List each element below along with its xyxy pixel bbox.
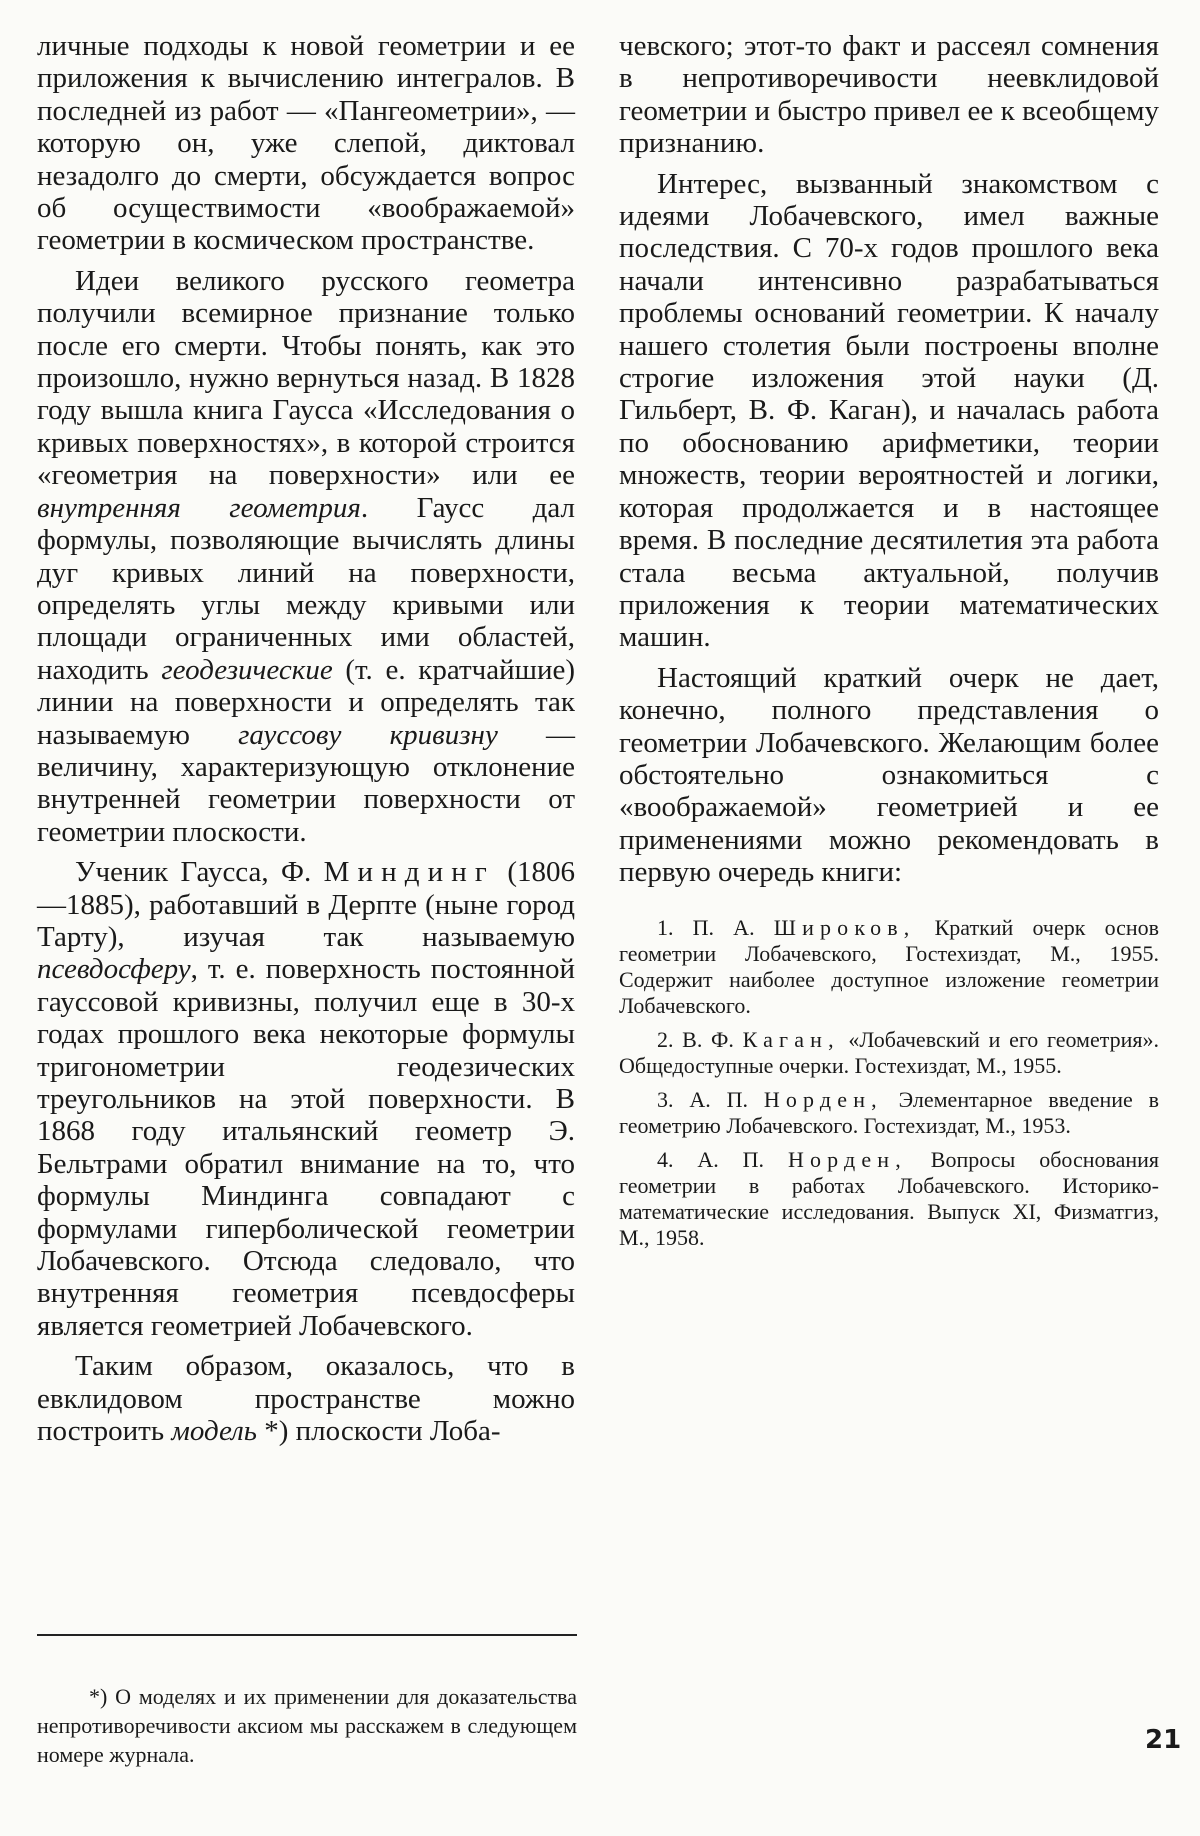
page-number: 21 xyxy=(1145,1725,1182,1755)
name-minding: Миндинг xyxy=(323,856,495,889)
term-geodesic: геодезические xyxy=(161,653,333,686)
paragraph-pangeometry: личные подходы к новой геометрии и ее приложения к вычислению интегралов. В последней из работ — «Пангеометрии», — которую он, уже слепой, диктовал незадолго до смерти, обсуждается вопрос об осуществимости «воображаемой» геометрии в космическом пространстве. xyxy=(37,30,575,257)
paragraph-model: Таким образом, оказалось, что в евклидовом пространстве можно построить модель *) плоскости Лоба- xyxy=(37,1350,575,1448)
left-column xyxy=(37,30,575,1447)
term-gaussian-curvature: гауссову кривизну xyxy=(238,718,498,751)
reference-item: 4. А. П. Норден, Вопросы обоснования геометрии в работах Лобачевского. Историко-математические исследования. Выпуск XI, Физматгиз, М., 1958. xyxy=(619,1146,1160,1250)
footnote: *) О моделях и их применении для доказательства непротиворечивости аксиом мы расскажем в следующем номере журнала. xyxy=(37,1684,577,1767)
reference-item: 1. П. А. Широков, Краткий очерк основ геометрии Лобачевского, Гостехиздат, М., 1955. Содержит наиболее доступное изложение геометрии Лобачевского. xyxy=(619,914,1160,1018)
reference-list xyxy=(619,915,1159,1251)
right-column xyxy=(619,30,1159,1255)
footnote-divider xyxy=(37,1634,577,1636)
term-intrinsic-geometry: внутренняя геометрия xyxy=(37,491,361,524)
paragraph-minding: Ученик Гаусса, Ф. Миндинг (1806—1885), работавший в Дерпте (ныне город Тарту), изучая так называемую псевдосферу, т. е. поверхность постоянной гауссовой кривизны, получил еще в 30-х годах прошлого века некоторые формулы тригонометрии геодезических треугольников на этой поверхности. В 1868 году итальянский геометр Э. Бельтрами обратил внимание на то, что формулы Миндинга совпадают с формулами гиперболической геометрии Лобачевского. Отсюда следовало, что внутренняя геометрия псевдосферы является геометрией Лобачевского. xyxy=(37,856,575,1342)
reference-item: 2. В. Ф. Каган, «Лобачевский и его геометрия». Общедоступные очерки. Гостехиздат, М., 1955. xyxy=(619,1026,1160,1078)
term-model: модель xyxy=(171,1415,257,1448)
term-pseudosphere: псевдосферу xyxy=(37,953,191,986)
paragraph-gauss: Идеи великого русского геометра получили всемирное признание только после его смерти. Чтобы понять, как это произошло, нужно вернуться назад. В 1828 году вышла книга Гаусса «Исследования о кривых поверхностях», в которой строится «геометрия на поверхности» или ее внутренняя геометрия. Гаусс дал формулы, позволяющие вычислять длины дуг кривых линий на поверхности, определять углы между кривыми или площади ограниченных ими областей, находить геодезические (т. е. кратчайшие) линии на поверхности и определять так называемую гауссову кривизну — величину, характеризующую отклонение внутренней геометрии поверхности от геометрии плоскости. xyxy=(37,264,576,848)
paragraph-recommendation: Настоящий краткий очерк не дает, конечно, полного представления о геометрии Лобачевского. Желающим более обстоятельно ознакомиться с «воображаемой» геометрией и ее применениями можно рекомендовать в первую очередь книги: xyxy=(619,661,1159,889)
reference-item: 3. А. П. Норден, Элементарное введение в геометрию Лобачевского. Гостехиздат, М., 1953. xyxy=(619,1086,1160,1138)
paragraph-foundations: Интерес, вызванный знакомством с идеями Лобачевского, имел важные последствия. С 70-х годов прошлого века начали интенсивно разрабатываться проблемы оснований геометрии. К началу нашего столетия были построены вполне строгие изложения этой науки (Д. Гильберт, В. Ф. Каган), и началась работа по обоснованию арифметики, теории множеств, теории вероятностей и логики, которая продолжается и в настоящее время. В последние десятилетия эта работа стала весьма актуальной, получив приложения к теории математических машин. xyxy=(619,167,1159,654)
paragraph-continuation: чевского; этот-то факт и рассеял сомнения в непротиворечивости неевклидовой геометрии и быстро привел ее к всеобщему признанию. xyxy=(619,30,1159,160)
